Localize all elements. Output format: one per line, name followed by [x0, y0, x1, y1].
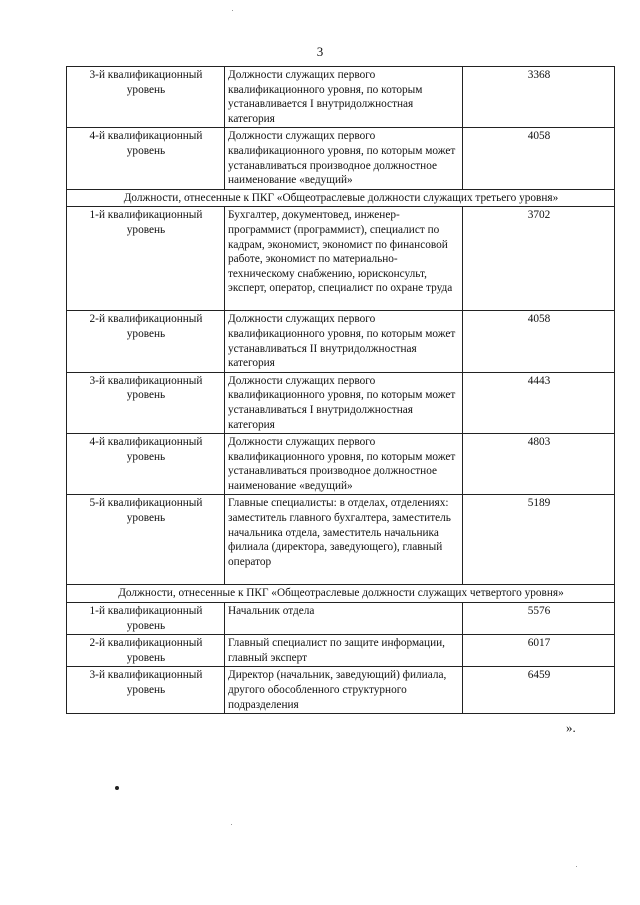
position-description: Директор (начальник, заведующий) филиала, другого обособленного структурного подразделения [225, 667, 463, 714]
salary-value: 4443 [463, 372, 615, 433]
position-description: Главный специалист по защите информации, главный эксперт [225, 635, 463, 667]
salary-value: 6017 [463, 635, 615, 667]
table-row [67, 495, 615, 585]
position-description: Должности служащих первого квалификационного уровня, по которым может устанавливаться I внутридолжностная категория [225, 372, 463, 433]
closing-quote-mark: ». [566, 720, 576, 735]
salary-value: 3702 [463, 207, 615, 311]
table-row [67, 128, 615, 189]
position-description: Бухгалтер, документовед, инженер-программист (программист), специалист по кадрам, экономист, экономист по финансовой работе, экономист по материально-техническому снабжению, юрисконсульт, эксперт, оператор, специалист по охране труда [225, 207, 463, 311]
qualification-level: 1-й квалификационный уровень [67, 207, 225, 311]
position-description: Начальник отдела [225, 603, 463, 635]
table-row [67, 311, 615, 372]
salary-value: 6459 [463, 667, 615, 714]
salary-value: 3368 [463, 67, 615, 128]
salary-value: 4803 [463, 434, 615, 495]
scan-speck [231, 824, 232, 825]
table-row [67, 434, 615, 495]
qualification-level: 2-й квалификационный уровень [67, 635, 225, 667]
qualification-level: 3-й квалификационный уровень [67, 667, 225, 714]
position-description: Должности служащих первого квалификационного уровня, по которым может устанавливаться II внутридолжностная категория [225, 311, 463, 372]
qualification-level: 4-й квалификационный уровень [67, 434, 225, 495]
qualification-level: 3-й квалификационный уровень [67, 372, 225, 433]
section-header-row [67, 585, 615, 603]
qualification-level: 5-й квалификационный уровень [67, 495, 225, 585]
salary-value: 5576 [463, 603, 615, 635]
page-number: 3 [316, 44, 324, 59]
scan-speck [115, 786, 119, 790]
qualification-level: 1-й квалификационный уровень [67, 603, 225, 635]
position-description: Должности служащих первого квалификационного уровня, по которым устанавливается I внутридолжностная категория [225, 67, 463, 128]
qualification-level: 4-й квалификационный уровень [67, 128, 225, 189]
salary-value: 5189 [463, 495, 615, 585]
qualification-level: 2-й квалификационный уровень [67, 311, 225, 372]
section-header-row [67, 189, 615, 207]
position-description: Должности служащих первого квалификационного уровня, по которым может устанавливаться производное должностное наименование «ведущий» [225, 434, 463, 495]
table-row [67, 667, 615, 714]
section-header: Должности, отнесенные к ПКГ «Общеотраслевые должности служащих третьего уровня» [67, 189, 615, 207]
position-description: Должности служащих первого квалификационного уровня, по которым может устанавливаться производное должностное наименование «ведущий» [225, 128, 463, 189]
table-row [67, 207, 615, 311]
section-header: Должности, отнесенные к ПКГ «Общеотраслевые должности служащих четвертого уровня» [67, 585, 615, 603]
salary-table [66, 66, 615, 714]
position-description: Главные специалисты: в отделах, отделениях: заместитель главного бухгалтера, заместитель начальника отдела, заместитель начальника филиала (директора, заведующего), главный оператор [225, 495, 463, 585]
qualification-level: 3-й квалификационный уровень [67, 67, 225, 128]
table-row [67, 635, 615, 667]
salary-value: 4058 [463, 311, 615, 372]
table-row [67, 603, 615, 635]
salary-value: 4058 [463, 128, 615, 189]
table-row [67, 67, 615, 128]
scan-speck [576, 866, 577, 867]
table-row [67, 372, 615, 433]
table-body [67, 67, 615, 714]
scan-speck [232, 10, 233, 11]
